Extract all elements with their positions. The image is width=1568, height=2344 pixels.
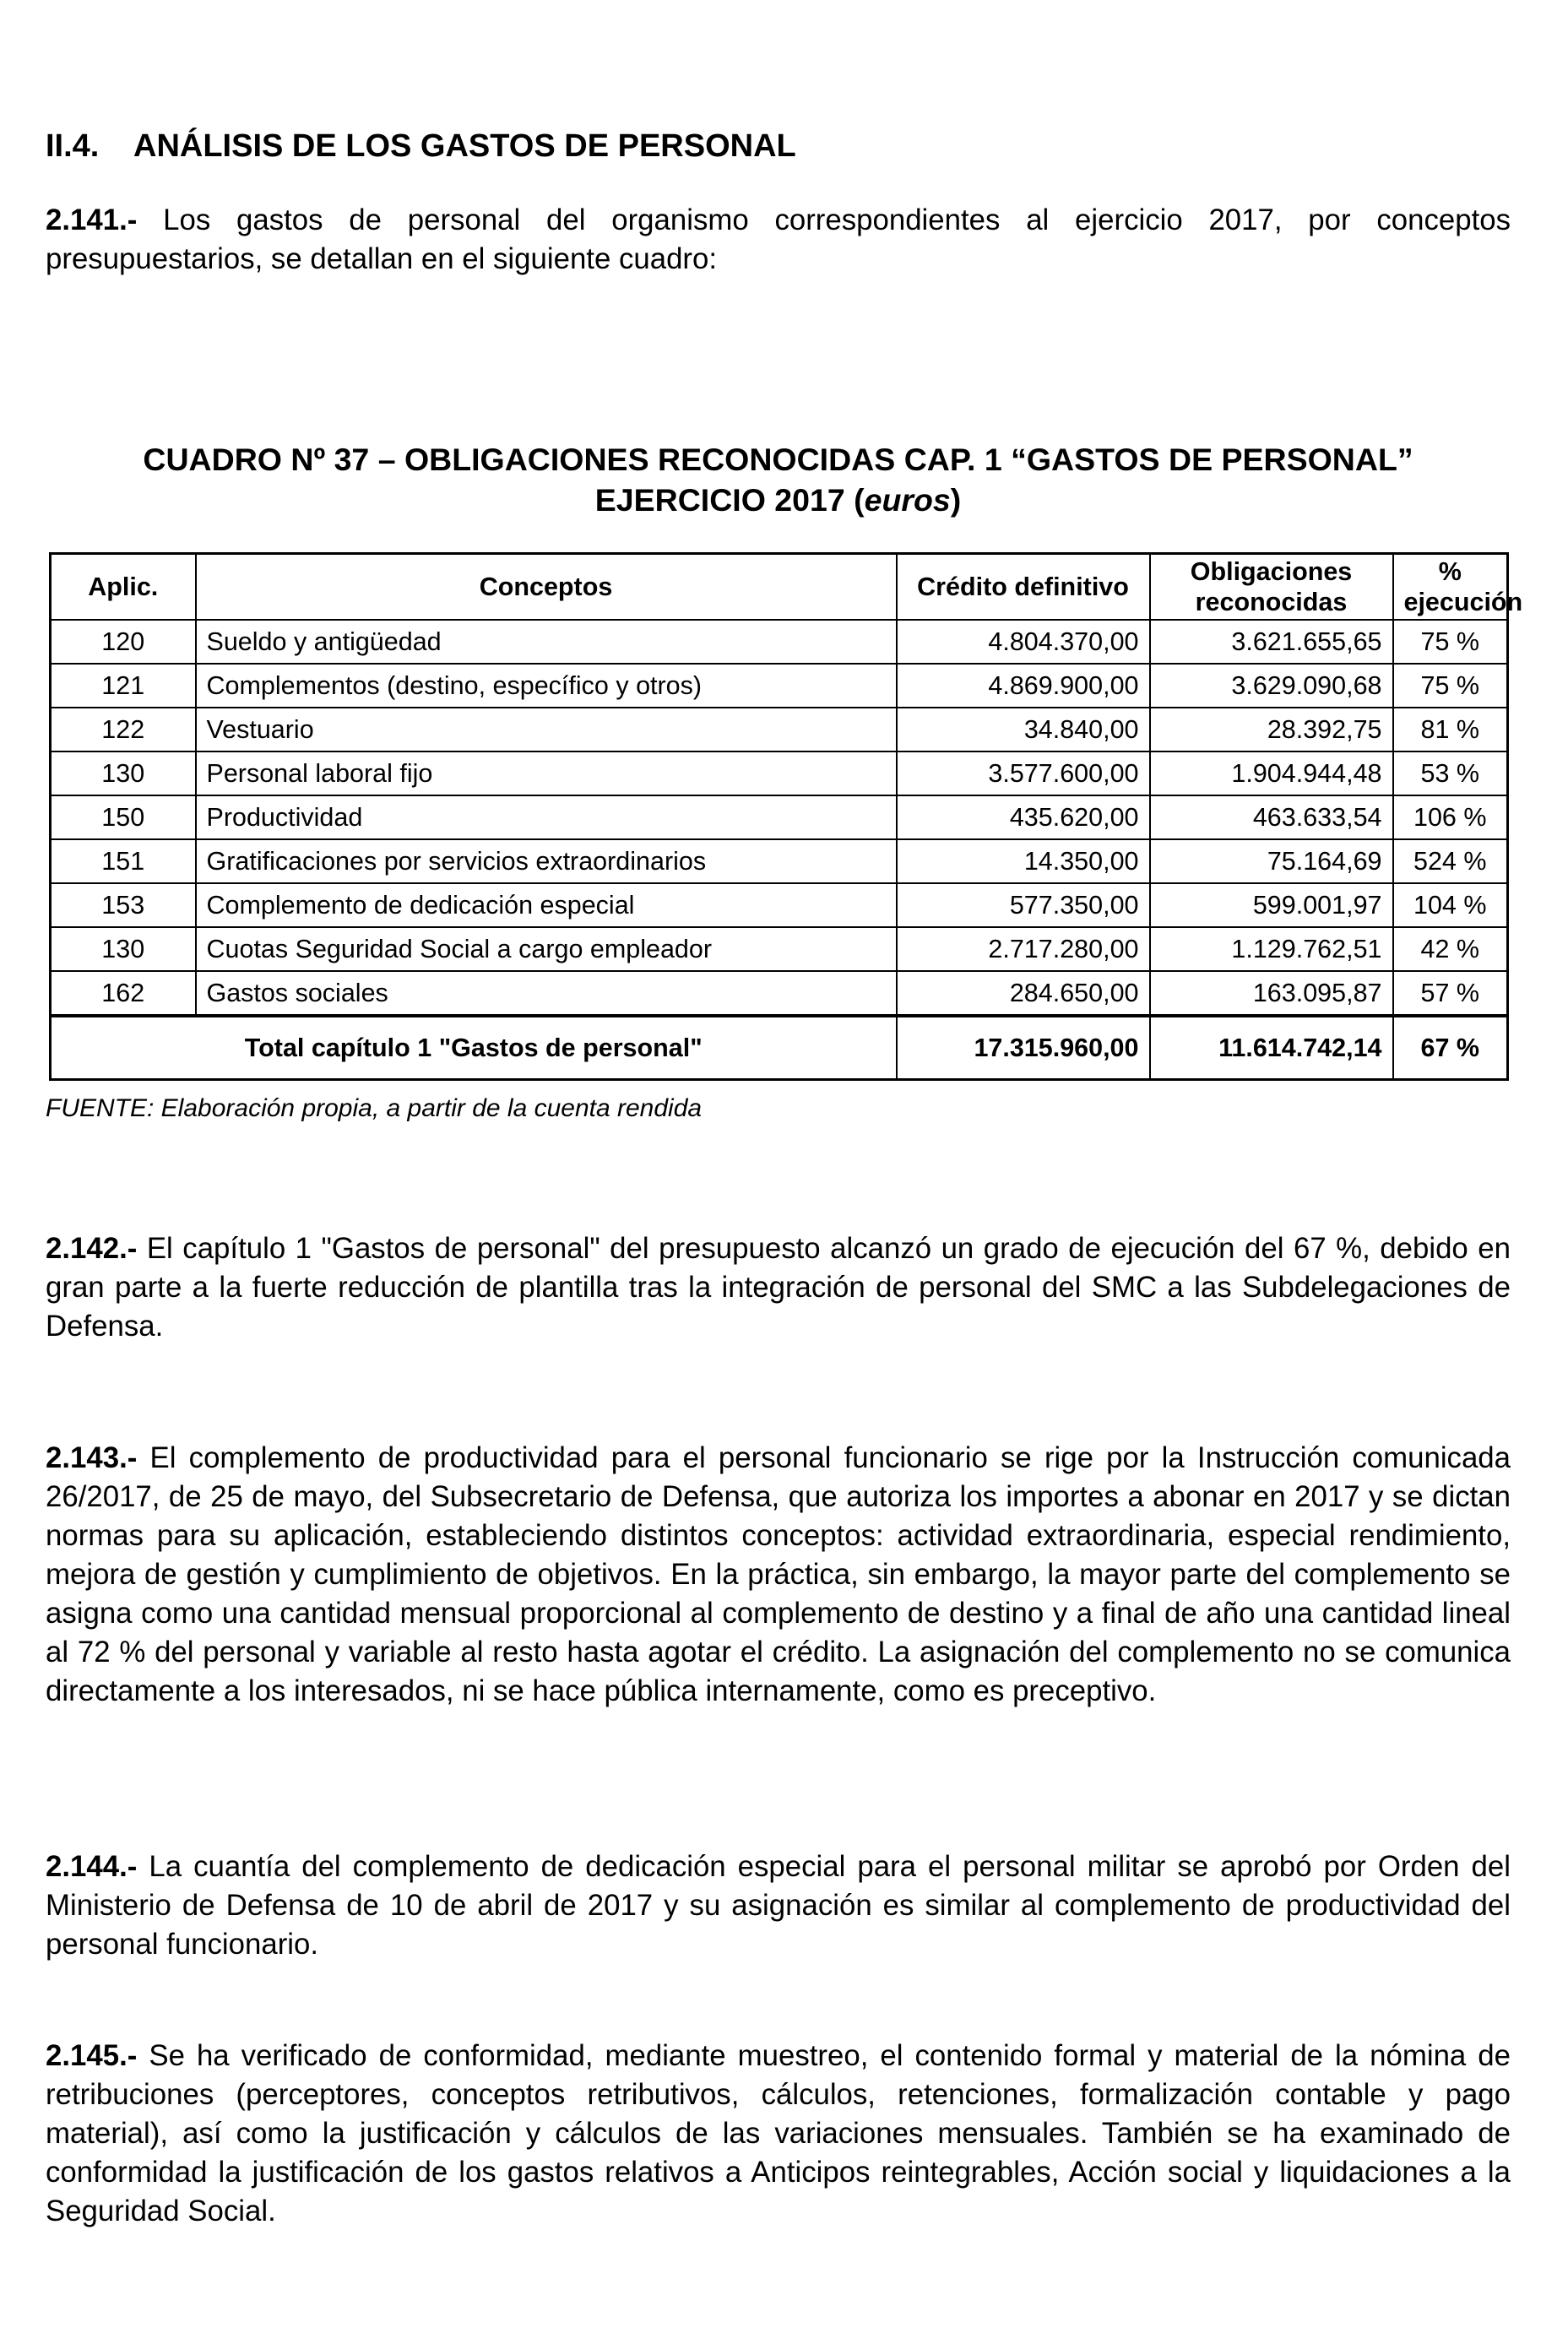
- cell-aplic: 120: [51, 620, 196, 664]
- cell-aplic: 150: [51, 795, 196, 839]
- paragraph-text: El capítulo 1 "Gastos de personal" del presupuesto alcanzó un grado de ejecución del 67 %, debido en gran parte a la fuerte reducción de plantilla tras la integración de personal del SMC a las Subdelegaciones de Defensa.: [46, 1232, 1511, 1343]
- table-container: [49, 552, 1523, 1081]
- cell-concepto: Complemento de dedicación especial: [196, 883, 897, 927]
- paragraph-text: Los gastos de personal del organismo correspondientes al ejercicio 2017, por conceptos presupuestarios, se detallan en el siguiente cuadro:: [46, 203, 1511, 275]
- header-aplic: Aplic.: [51, 554, 196, 621]
- cell-concepto: Gastos sociales: [196, 971, 897, 1016]
- cell-credito: 4.804.370,00: [897, 620, 1150, 664]
- header-obligaciones: [1150, 554, 1393, 621]
- cell-pct: 75 %: [1393, 620, 1508, 664]
- table-caption-line2: [46, 480, 1511, 520]
- cell-aplic: 122: [51, 708, 196, 751]
- table-total-row: [51, 1016, 1508, 1080]
- cell-obligaciones: 3.629.090,68: [1150, 664, 1393, 708]
- table-row: [51, 708, 1508, 751]
- cell-concepto: Gratificaciones por servicios extraordinarios: [196, 839, 897, 883]
- cell-concepto: Personal laboral fijo: [196, 751, 897, 795]
- paragraph-number: 2.142.-: [46, 1232, 138, 1265]
- cell-pct: 53 %: [1393, 751, 1508, 795]
- cell-aplic: 162: [51, 971, 196, 1016]
- paragraph-2-143: [46, 1439, 1511, 1711]
- cell-pct: 42 %: [1393, 927, 1508, 971]
- caption-suffix: ): [950, 482, 962, 518]
- paragraph-2-144: [46, 1848, 1511, 1964]
- cell-concepto: Cuotas Seguridad Social a cargo empleador: [196, 927, 897, 971]
- header-obligaciones-line1: Obligaciones: [1190, 557, 1353, 586]
- table-body: [51, 620, 1508, 1080]
- cell-credito: 2.717.280,00: [897, 927, 1150, 971]
- cell-aplic: 121: [51, 664, 196, 708]
- cell-aplic: 130: [51, 751, 196, 795]
- table-row: [51, 971, 1508, 1016]
- cell-pct: 524 %: [1393, 839, 1508, 883]
- cell-obligaciones: 163.095,87: [1150, 971, 1393, 1016]
- table-row: [51, 795, 1508, 839]
- total-credito: 17.315.960,00: [897, 1016, 1150, 1080]
- cell-aplic: 151: [51, 839, 196, 883]
- cell-obligaciones: 1.129.762,51: [1150, 927, 1393, 971]
- header-ejecucion: [1393, 554, 1523, 621]
- table-row: [51, 664, 1508, 708]
- cell-obligaciones: 28.392,75: [1150, 708, 1393, 751]
- section-heading: [46, 128, 1511, 165]
- header-obligaciones-line2: reconocidas: [1195, 588, 1348, 616]
- cell-credito: 577.350,00: [897, 883, 1150, 927]
- paragraph-number: 2.145.-: [46, 2039, 138, 2072]
- table-row: [51, 620, 1508, 664]
- total-pct: 67 %: [1393, 1016, 1508, 1080]
- cell-concepto: Productividad: [196, 795, 897, 839]
- paragraph-number: 2.141.-: [46, 203, 138, 236]
- cell-credito: 3.577.600,00: [897, 751, 1150, 795]
- total-obligaciones: 11.614.742,14: [1150, 1016, 1393, 1080]
- cell-pct: 75 %: [1393, 664, 1508, 708]
- caption-italic: euros: [864, 482, 951, 518]
- table-row: [51, 839, 1508, 883]
- cell-concepto: Sueldo y antigüedad: [196, 620, 897, 664]
- table-header-row: [51, 554, 1508, 621]
- cell-credito: 14.350,00: [897, 839, 1150, 883]
- cell-credito: 34.840,00: [897, 708, 1150, 751]
- table-row: [51, 883, 1508, 927]
- cell-pct: 57 %: [1393, 971, 1508, 1016]
- cell-credito: 4.869.900,00: [897, 664, 1150, 708]
- paragraph-2-141: [46, 201, 1511, 279]
- cell-obligaciones: 75.164,69: [1150, 839, 1393, 883]
- paragraph-text: Se ha verificado de conformidad, mediante muestreo, el contenido formal y material de la nómina de retribuciones (perceptores, conceptos retributivos, cálculos, retenciones, formalización contable y pago material), así como la justificación y cálculos de las variaciones mensuales. También se ha examinado de conformidad la justificación de los gastos relativos a Anticipos reintegrables, Acción social y liquidaciones a la Seguridad Social.: [46, 2039, 1511, 2227]
- header-pct-line2: ejecución: [1403, 588, 1523, 616]
- header-credito: Crédito definitivo: [897, 554, 1150, 621]
- caption-prefix: EJERCICIO 2017 (: [594, 482, 865, 518]
- cell-obligaciones: 599.001,97: [1150, 883, 1393, 927]
- paragraph-number: 2.144.-: [46, 1850, 138, 1883]
- cell-pct: 104 %: [1393, 883, 1508, 927]
- table-row: [51, 751, 1508, 795]
- section-title: ANÁLISIS DE LOS GASTOS DE PERSONAL: [133, 128, 796, 164]
- table-row: [51, 927, 1508, 971]
- section-number: II.4.: [46, 128, 100, 164]
- table-source-note: FUENTE: Elaboración propia, a partir de la cuenta rendida: [46, 1094, 703, 1122]
- cell-aplic: 153: [51, 883, 196, 927]
- total-label: Total capítulo 1 "Gastos de personal": [51, 1016, 897, 1080]
- paragraph-2-142: [46, 1229, 1511, 1346]
- cell-obligaciones: 1.904.944,48: [1150, 751, 1393, 795]
- paragraph-2-145: [46, 2037, 1511, 2231]
- paragraph-number: 2.143.-: [46, 1441, 138, 1474]
- table-caption: [46, 439, 1511, 520]
- cell-concepto: Complementos (destino, específico y otros): [196, 664, 897, 708]
- cell-obligaciones: 3.621.655,65: [1150, 620, 1393, 664]
- expenses-table: [49, 552, 1523, 1081]
- paragraph-text: El complemento de productividad para el personal funcionario se rige por la Instrucción comunicada 26/2017, de 25 de mayo, del Subsecretario de Defensa, que autoriza los importes a abonar en 2017 y se dictan normas para su aplicación, estableciendo distintos conceptos: actividad extraordinaria, especial rendimiento, mejora de gestión y cumplimiento de objetivos. En la práctica, sin embargo, la mayor parte del complemento se asigna como una cantidad mensual proporcional al complemento de destino y a final de año una cantidad lineal al 72 % del personal y variable al resto hasta agotar el crédito. La asignación del complemento no se comunica directamente a los interesados, ni se hace pública internamente, como es preceptivo.: [46, 1441, 1511, 1707]
- header-pct-line1: %: [1438, 557, 1462, 586]
- cell-credito: 284.650,00: [897, 971, 1150, 1016]
- cell-concepto: Vestuario: [196, 708, 897, 751]
- cell-aplic: 130: [51, 927, 196, 971]
- header-conceptos: Conceptos: [196, 554, 897, 621]
- cell-obligaciones: 463.633,54: [1150, 795, 1393, 839]
- paragraph-text: La cuantía del complemento de dedicación especial para el personal militar se aprobó por Orden del Ministerio de Defensa de 10 de abril de 2017 y su asignación es similar al complemento de productividad del personal funcionario.: [46, 1850, 1511, 1961]
- cell-pct: 106 %: [1393, 795, 1508, 839]
- cell-credito: 435.620,00: [897, 795, 1150, 839]
- cell-pct: 81 %: [1393, 708, 1508, 751]
- table-caption-line1: CUADRO Nº 37 – OBLIGACIONES RECONOCIDAS CAP. 1 “GASTOS DE PERSONAL”: [143, 442, 1413, 477]
